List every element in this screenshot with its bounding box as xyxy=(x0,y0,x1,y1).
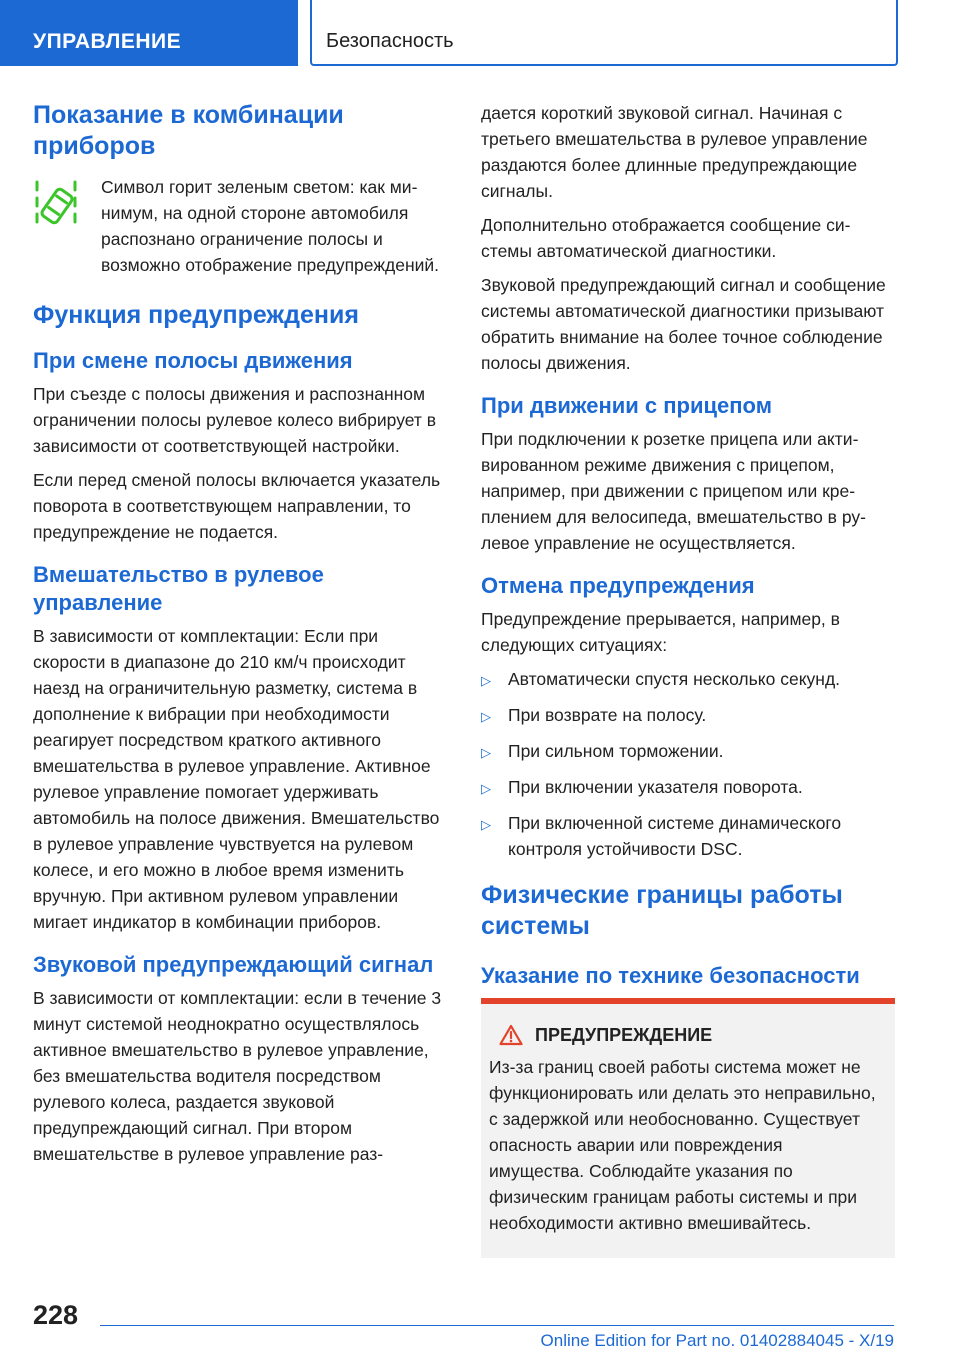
page-number: 228 xyxy=(33,1300,79,1330)
sound-paragraph-2: Дополнительно отображается сообщение системы автоматической диагностики. xyxy=(481,215,851,261)
steering-paragraph: В зависимости от комплектации: Если при скорости в диапазоне до 210 км/ч происходит наезд на ограничительную разметку, система в дополнение к вибрации при необходимости реагирует посредством краткого активного вмешательства в рулевое управление. Активное рулевое управление помогает удерживать автомобиль на полосе движения. Вмешательство в рулевое управление чувствуется на рулевом колесе, и его можно в любое время изменить вручную. При активном рулевом управлении мигает индикатор в комбинации приборов. xyxy=(33,626,440,932)
heading-trailer: При движении с прицепом xyxy=(481,393,772,418)
heading-sound: Звуковой предупреждающий сигнал xyxy=(33,952,434,977)
warning-text: Из-за границ своей работы система может не функционировать или делать это неправильно, с задержкой или необоснованно. Существует опасность аварии или повреждения имущества. Соблюдайте указания по физическим границам работы системы и при необходимости активно вмешивайтесь. xyxy=(489,1057,876,1233)
footer-divider xyxy=(100,1325,894,1326)
edition-text: Online Edition for Part no. 01402884045 - X/19 xyxy=(540,1331,894,1350)
list-item: ▷ При включенной системе динамического контроля устойчивости DSC. xyxy=(481,813,842,859)
sound-paragraph: В зависимости от комплектации: если в течение 3 минут системой неоднократно осуществлялось активное вмешательство в рулевое управление, без вмешательства водителя посредством рулевого колеса, раздается звуковой предупреждающий сигнал. При втором вмешательстве в рулевое управление раз- xyxy=(33,988,442,1164)
chapter-title: Безопасность xyxy=(326,30,454,52)
triangle-bullet-icon: ▷ xyxy=(481,781,491,796)
heading-lane-change: При смене полосы движения xyxy=(33,348,353,373)
triangle-bullet-icon: ▷ xyxy=(481,817,491,832)
left-column xyxy=(33,100,447,1175)
display-text: Символ горит зеленым светом: как минимум, на одной стороне автомобиля распознано ограничение полосы и возможно отображение предупреждений. xyxy=(101,177,440,275)
heading-steering: Вмешательство в рулевое управление xyxy=(33,562,324,615)
lane-departure-icon xyxy=(33,178,79,232)
cancel-list xyxy=(481,666,895,862)
lane-change-paragraph-2: Если перед сменой полосы включается указатель поворота в соответствующем направлении, то предупреждение не подается. xyxy=(33,470,441,542)
triangle-bullet-icon: ▷ xyxy=(481,745,491,760)
list-item: ▷ При сильном торможении. xyxy=(481,738,895,764)
triangle-bullet-icon: ▷ xyxy=(481,709,491,724)
right-column xyxy=(481,100,895,1258)
heading-cancel: Отмена предупреждения xyxy=(481,573,755,598)
trailer-paragraph: При подключении к розетке прицепа или активированном режиме движения с прицепом, например, при движении с прицепом или креплением для велосипеда, вмешательство в рулевое управление не осуществляется. xyxy=(481,429,866,553)
section-tab xyxy=(0,0,298,66)
heading-limits: Физические границы работы системы xyxy=(481,881,843,940)
cancel-paragraph: Предупреждение прерывается, например, в следующих ситуациях: xyxy=(481,609,840,655)
chapter-tab xyxy=(310,0,898,66)
list-item: ▷ При включении указателя поворота. xyxy=(481,774,895,800)
sound-paragraph-3: Звуковой предупреждающий сигнал и сообщение системы автоматической диагностики призывают обратить внимание на более точное соблюдение полосы движения. xyxy=(481,275,886,373)
heading-display: Показание в комбинации приборов xyxy=(33,101,344,160)
list-item: ▷ Автоматически спустя несколько секунд. xyxy=(481,666,895,692)
warning-triangle-icon xyxy=(499,1024,523,1046)
warning-box xyxy=(481,1004,895,1258)
heading-safety: Указание по технике безопасности xyxy=(481,963,860,988)
section-title: УПРАВЛЕНИЕ xyxy=(33,30,182,53)
heading-function: Функция предупреждения xyxy=(33,301,359,329)
warning-title: ПРЕДУПРЕЖДЕНИЕ xyxy=(535,1024,713,1045)
warning-header xyxy=(489,1024,879,1046)
list-item: ▷ При возврате на полосу. xyxy=(481,702,895,728)
lane-change-paragraph-1: При съезде с полосы движения и распознанном ограничении полосы рулевое колесо вибрирует в зависимости от соответствующей настройки. xyxy=(33,384,437,456)
display-paragraph xyxy=(33,174,447,278)
triangle-bullet-icon: ▷ xyxy=(481,673,491,688)
sound-continued: дается короткий звуковой сигнал. Начиная с третьего вмешательства в рулевое управление раздаются более длинные предупреждающие сигналы. xyxy=(481,103,868,201)
